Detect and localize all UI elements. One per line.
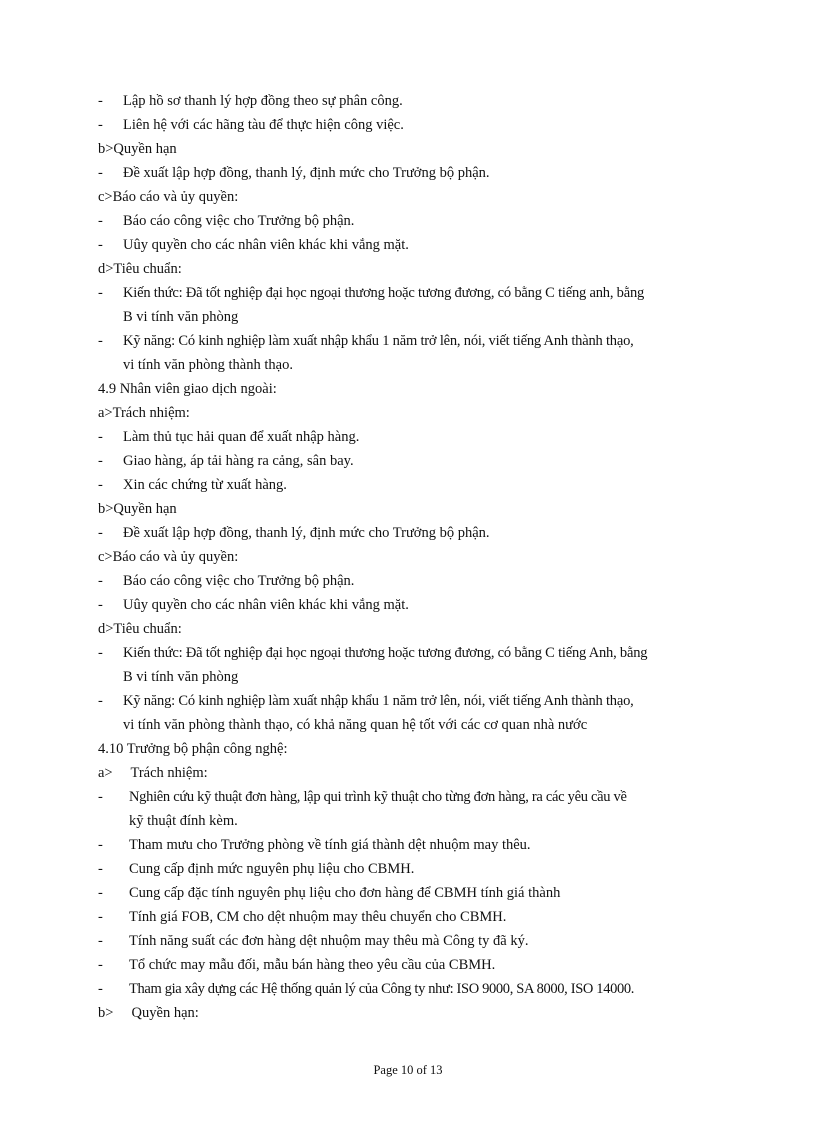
text-line: Đề xuất lập hợp đồng, thanh lý, định mức cho Trưởng bộ phận. bbox=[123, 165, 490, 181]
bullet-dash: - bbox=[98, 213, 103, 229]
bullet-dash: - bbox=[98, 333, 103, 349]
bullet-dash: - bbox=[98, 693, 103, 709]
subsection-heading: d>Tiêu chuẩn: bbox=[98, 261, 182, 277]
subsection-heading: b> Quyền hạn: bbox=[98, 1005, 199, 1021]
bullet-dash: - bbox=[98, 429, 103, 445]
text-line: Kiến thức: Đã tốt nghiệp đại học ngoại thương hoặc tương đương, có bằng C tiếng anh, bằng bbox=[123, 285, 645, 301]
text-line: Kỹ năng: Có kinh nghiệp làm xuất nhập khẩu 1 năm trở lên, nói, viết tiếng Anh thành thạo, bbox=[123, 333, 634, 349]
bullet-dash: - bbox=[98, 285, 103, 301]
text-line: B vi tính văn phòng bbox=[123, 309, 239, 325]
subsection-heading: c>Báo cáo và ủy quyền: bbox=[98, 189, 239, 205]
bullet-dash: - bbox=[98, 165, 103, 181]
text-line: B vi tính văn phòng bbox=[123, 669, 239, 685]
text-line: Kiến thức: Đã tốt nghiệp đại học ngoại thương hoặc tương đương, có bằng C tiếng Anh, bằng bbox=[123, 645, 648, 661]
text-line: Kỹ năng: Có kinh nghiệp làm xuất nhập khẩu 1 năm trở lên, nói, viết tiếng Anh thành thạo, bbox=[123, 693, 634, 709]
text-line: Báo cáo công việc cho Trưởng bộ phận. bbox=[123, 213, 355, 229]
text-line: Cung cấp định mức nguyên phụ liệu cho CBMH. bbox=[129, 861, 415, 877]
text-line: kỹ thuật đính kèm. bbox=[129, 813, 238, 829]
section-heading: 4.9 Nhân viên giao dịch ngoài: bbox=[98, 381, 277, 397]
bullet-dash: - bbox=[98, 909, 103, 925]
page-number: Page 10 of 13 bbox=[373, 1063, 443, 1077]
bullet-dash: - bbox=[98, 957, 103, 973]
text-line: Uûy quyền cho các nhân viên khác khi vắng mặt. bbox=[123, 237, 409, 253]
text-line: Tham gia xây dựng các Hệ thống quản lý của Công ty như: ISO 9000, SA 8000, ISO 14000. bbox=[129, 981, 635, 997]
bullet-dash: - bbox=[98, 525, 103, 541]
bullet-dash: - bbox=[98, 837, 103, 853]
subsection-heading: c>Báo cáo và ủy quyền: bbox=[98, 549, 239, 565]
text-line: Tham mưu cho Trưởng phòng về tính giá thành dệt nhuộm may thêu. bbox=[129, 837, 531, 853]
text-line: Giao hàng, áp tải hàng ra cảng, sân bay. bbox=[123, 453, 354, 469]
text-line: Lập hồ sơ thanh lý hợp đồng theo sự phân công. bbox=[123, 93, 403, 109]
text-line: Báo cáo công việc cho Trưởng bộ phận. bbox=[123, 573, 355, 589]
bullet-dash: - bbox=[98, 93, 103, 109]
subsection-heading: b>Quyền hạn bbox=[98, 141, 177, 157]
text-line: Tính năng suất các đơn hàng dệt nhuộm may thêu mà Công ty đã ký. bbox=[129, 933, 529, 949]
bullet-dash: - bbox=[98, 933, 103, 949]
subsection-heading: a>Trách nhiệm: bbox=[98, 405, 190, 421]
text-line: Tổ chức may mẫu đối, mẫu bán hàng theo yêu cầu của CBMH. bbox=[129, 957, 496, 973]
text-line: Nghiên cứu kỹ thuật đơn hàng, lập qui trình kỹ thuật cho từng đơn hàng, ra các yêu cầu về bbox=[129, 789, 627, 805]
bullet-dash: - bbox=[98, 861, 103, 877]
subsection-heading: a> Trách nhiệm: bbox=[98, 765, 208, 781]
bullet-dash: - bbox=[98, 453, 103, 469]
text-line: vi tính văn phòng thành thạo, có khả năng quan hệ tốt với các cơ quan nhà nước bbox=[123, 717, 588, 733]
bullet-dash: - bbox=[98, 117, 103, 133]
section-heading: 4.10 Trưởng bộ phận công nghệ: bbox=[98, 741, 288, 757]
bullet-dash: - bbox=[98, 237, 103, 253]
text-line: vi tính văn phòng thành thạo. bbox=[123, 357, 293, 373]
text-line: Đề xuất lập hợp đồng, thanh lý, định mức cho Trưởng bộ phận. bbox=[123, 525, 490, 541]
subsection-heading: b>Quyền hạn bbox=[98, 501, 177, 517]
bullet-dash: - bbox=[98, 789, 103, 805]
bullet-dash: - bbox=[98, 885, 103, 901]
subsection-heading: d>Tiêu chuẩn: bbox=[98, 621, 182, 637]
bullet-dash: - bbox=[98, 645, 103, 661]
text-line: Uûy quyền cho các nhân viên khác khi vắng mặt. bbox=[123, 597, 409, 613]
text-line: Làm thủ tục hải quan để xuất nhập hàng. bbox=[123, 429, 360, 445]
bullet-dash: - bbox=[98, 573, 103, 589]
bullet-dash: - bbox=[98, 981, 103, 997]
bullet-dash: - bbox=[98, 597, 103, 613]
bullet-dash: - bbox=[98, 477, 103, 493]
text-line: Tính giá FOB, CM cho dệt nhuộm may thêu chuyển cho CBMH. bbox=[129, 909, 507, 925]
text-line: Cung cấp đặc tính nguyên phụ liệu cho đơn hàng để CBMH tính giá thành bbox=[129, 885, 561, 901]
text-line: Xin các chứng từ xuất hàng. bbox=[123, 477, 287, 493]
text-line: Liên hệ với các hãng tàu để thực hiện công việc. bbox=[123, 117, 404, 133]
